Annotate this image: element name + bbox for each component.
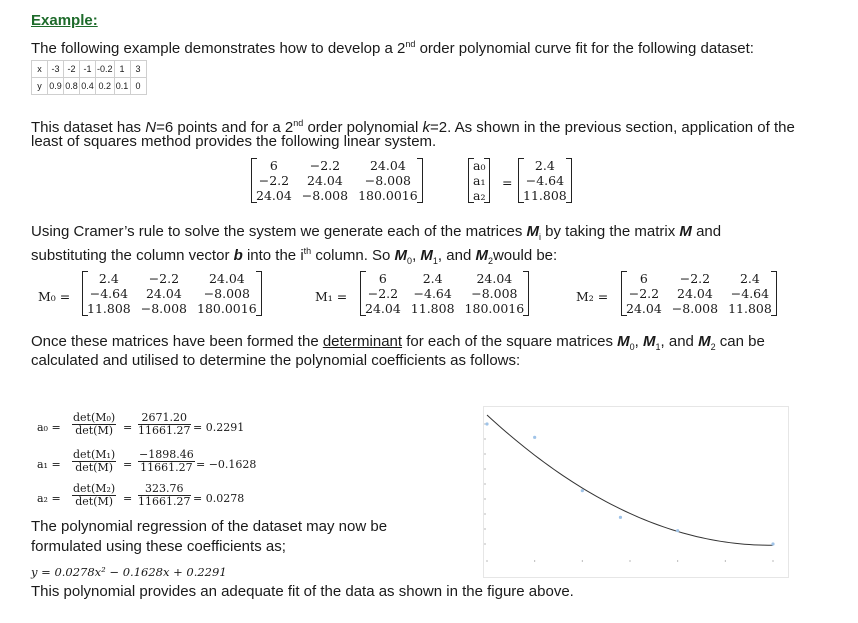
vector-cell: −4.64 [525,173,565,188]
dataset-row-x [32,61,147,78]
matrix-cell: 11.808 [87,301,131,316]
dataset-cell: -0.2 [96,61,115,78]
matrix-cell: 24.04 [208,271,245,286]
data-point [676,529,679,532]
matrix-cell: 11.808 [728,301,772,316]
dataset-x-label: x [32,61,48,78]
system-matrix [251,158,423,203]
matrix-cell: 24.04 [677,286,713,301]
matrix-cell: −2.2 [367,286,399,301]
matrix-cell: −4.64 [413,286,452,301]
vector-cell: 11.808 [523,188,567,203]
para1-line2: least of squares method provides the following linear system. [31,133,437,150]
chart-frame [484,407,789,578]
data-point [485,422,488,425]
matrix-cell: −8.008 [471,286,518,301]
para2-line1: Using Cramer’s rule to solve the system we generate each of the matrices $M_i$ by taking the matrix M and [31,223,722,242]
matrix-cell: −8.008 [140,301,188,316]
dataset-cell: 0 [130,78,146,95]
matrix-cell: 24.04 [626,301,662,316]
matrix-cell: 2.4 [422,271,443,286]
m2-matrix [621,271,777,316]
data-point [533,436,536,439]
matrix-cell: −2.2 [148,271,180,286]
system-equals: = [502,175,513,190]
matrix-cell: −4.64 [89,286,129,301]
m0-label: M₀ = [38,289,71,304]
matrix-cell: −2.2 [258,173,290,188]
dataset-cell: 0.2 [96,78,115,95]
dataset-cell: 0.8 [64,78,80,95]
matrix-cell: 2.4 [739,271,760,286]
m2-label: M₂ = [576,289,609,304]
para3-line1: Once these matrices have been formed the determinant for each of the square matrices $M_0$, $M_1$, and $M_2$ can be [31,333,765,352]
matrix-cell: 6 [378,271,387,286]
matrix-cell: 24.04 [476,271,513,286]
m1-matrix [360,271,529,316]
para4-line1: The polynomial regression of the dataset may now be [31,518,388,535]
dataset-y-label: y [32,78,48,95]
matrix-cell: 180.0016 [197,301,257,316]
dataset-cell: 3 [130,61,146,78]
para2-line2: substituting the column vector b into the $i^{th}$ column. So $M_0$, $M_1$, and $M_2would$ be: [31,246,558,266]
matrix-cell: 24.04 [365,301,401,316]
matrix-cell: −8.008 [203,286,250,301]
matrix-cell: −8.008 [671,301,719,316]
dataset-cell: 0.9 [48,78,64,95]
para1-line1: This dataset has N=6 points and for a 2nd order polynomial k=2. As shown in the previous section, application of the [31,118,795,136]
dataset-table [31,60,147,95]
m0-matrix [82,271,262,316]
matrix-cell: 2.4 [98,271,119,286]
matrix-cell: 180.0016 [358,188,418,203]
matrix-cell: −2.2 [309,158,341,173]
matrix-cell: 24.04 [256,188,292,203]
matrix-cell: 24.04 [307,173,343,188]
matrix-cell: 6 [269,158,278,173]
matrix-cell: 6 [639,271,648,286]
dataset-cell: 1 [114,61,130,78]
dataset-cell: -1 [80,61,96,78]
matrix-cell: 11.808 [410,301,455,316]
dataset-row-y [32,78,147,95]
conclusion-text: This polynomial provides an adequate fit of the data as shown in the figure above. [31,583,574,600]
rhs-vector [518,158,572,203]
para4-line2: formulated using these coefficients as; [31,538,286,555]
vector-cell: a₀ [473,158,486,173]
dataset-cell: -2 [64,61,80,78]
matrix-cell: −8.008 [301,188,349,203]
intro-line: The following example demonstrates how to develop a 2nd order polynomial curve fit for the following dataset: [31,39,754,57]
matrix-cell: 24.04 [369,158,406,173]
determinant-link[interactable]: determinant [322,333,403,350]
m1-label: M₁ = [315,289,348,304]
vector-cell: a₂ [473,188,486,203]
matrix-cell: −2.2 [679,271,711,286]
dataset-cell: 0.1 [114,78,130,95]
matrix-cell: 24.04 [145,286,182,301]
vector-cell: 2.4 [534,158,555,173]
matrix-cell: −2.2 [628,286,660,301]
data-point [619,516,622,519]
matrix-cell: −8.008 [364,173,412,188]
matrix-cell: 180.0016 [464,301,525,316]
vector-cell: a₁ [473,173,486,188]
para3-line2: calculated and utilised to determine the polynomial coefficients as follows: [31,352,521,369]
unknowns-vector [468,158,490,203]
data-point [581,489,584,492]
matrix-cell: −4.64 [730,286,770,301]
data-point [771,542,774,545]
dataset-cell: -3 [48,61,64,78]
example-heading: Example: [31,12,98,29]
fit-chart [483,406,789,578]
regression-equation: y = 0.0278x² − 0.1628x + 0.2291 [31,565,227,579]
dataset-cell: 0.4 [80,78,96,95]
